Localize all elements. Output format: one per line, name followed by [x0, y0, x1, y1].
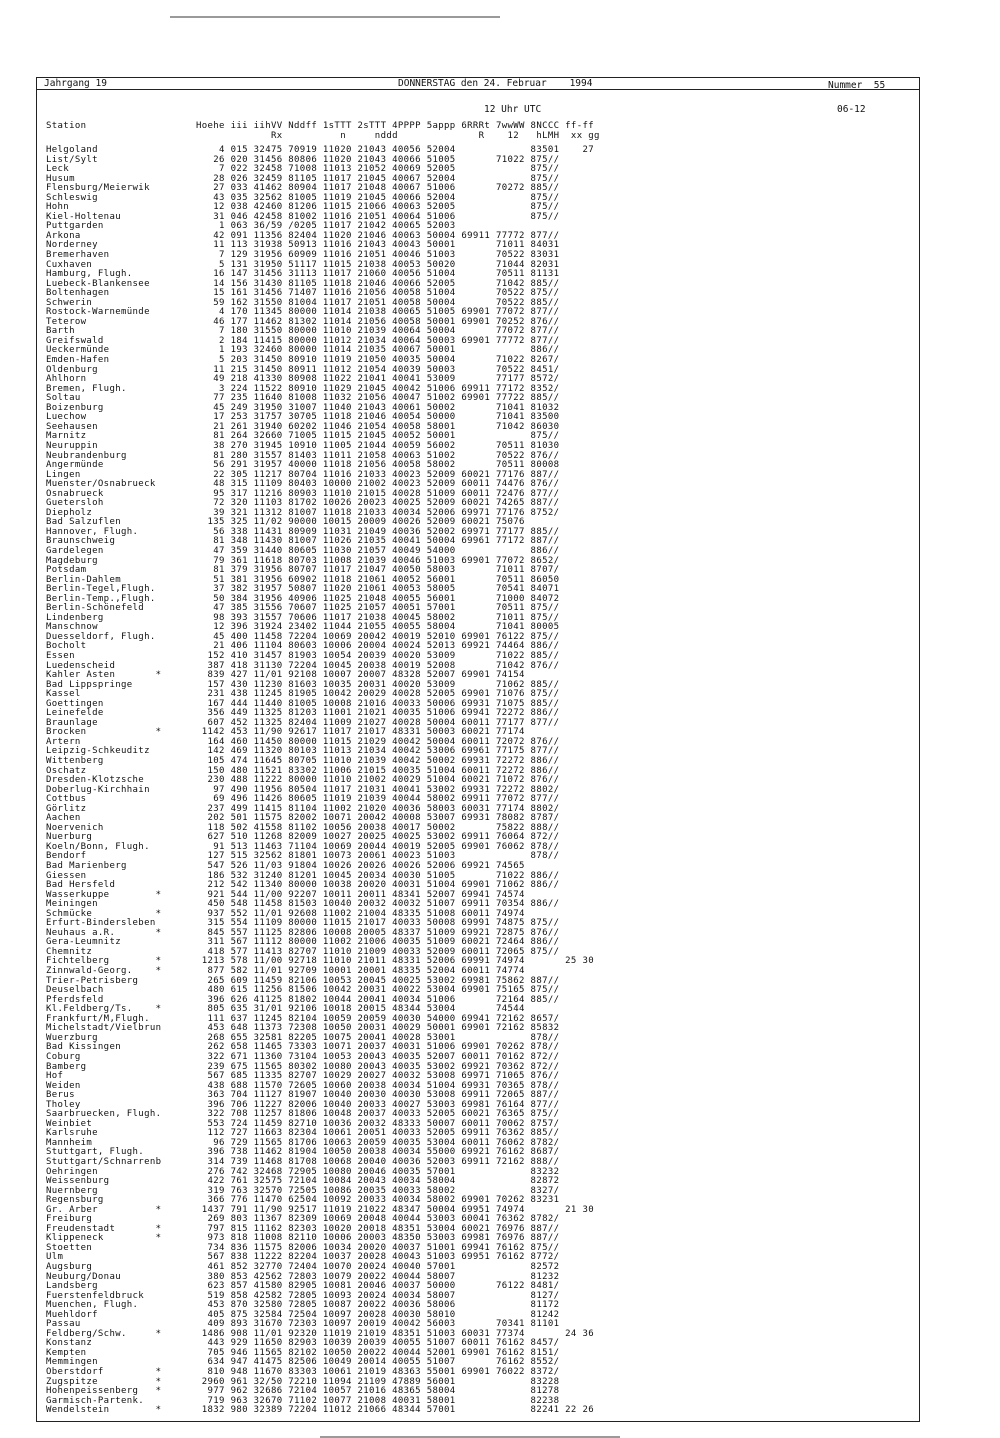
- table-row: Teterow 46 177 11462 81302 11014 21056 40058 50001 69901 70252 876//: [46, 316, 560, 327]
- table-row: Dresden-Klotzsche 230 488 11222 80000 11010 21002 40029 51004 60021 71072 876//: [46, 775, 560, 786]
- table-row: Rostock-Warnemünde 4 170 11345 80000 11014 21038 40065 51005 69901 77072 877//: [46, 307, 560, 318]
- table-row: Landsberg 623 857 41580 82905 10081 20046 40037 50000 76122 8481/: [46, 1281, 560, 1292]
- table-row: Weinbiet 553 724 11459 82710 10036 20032 48333 50007 60011 70062 8757/: [46, 1118, 560, 1129]
- table-row: Ahlhorn 49 218 41330 80908 11022 21041 40041 53009 77177 8572/: [46, 374, 560, 385]
- table-row: Marnitz 81 264 32660 71005 11015 21045 40052 50001 875//: [46, 431, 560, 442]
- table-row: Luechow 17 253 31757 30705 11018 21046 40054 50000 71041 83500: [46, 412, 560, 423]
- table-row: Karlsruhe 112 727 11663 82304 10061 20051 40033 52005 69911 76362 885//: [46, 1128, 560, 1139]
- report-date-title: DONNERSTAG den 24. Februar 1994: [398, 78, 593, 89]
- header-rule: [36, 89, 920, 90]
- table-row: Regensburg 366 776 11470 62504 10092 20033 40034 58002 69901 70262 83231: [46, 1195, 560, 1206]
- table-row: Stuttgart, Flugh. 396 738 11462 81904 10050 20038 40034 55000 69921 76162 8687/: [46, 1147, 560, 1158]
- table-row: Schleswig 43 035 32562 81005 11019 21045 40066 52004 875//: [46, 192, 560, 203]
- table-row: List/Sylt 26 020 31456 80806 11020 21043 40066 51005 71022 875//: [46, 154, 560, 165]
- table-row: Konstanz 443 929 11650 82903 10039 20039 40055 51007 60011 76162 8457/: [46, 1338, 560, 1349]
- table-row: Barth 7 180 31550 80000 11010 21039 40064 50004 77072 877//: [46, 326, 560, 337]
- table-row: Bad Kissingen 262 658 11465 73303 10071 20037 40031 51006 69901 70262 878//: [46, 1042, 560, 1053]
- table-row: Görlitz 237 499 11415 81104 11002 21020 40036 58003 60031 77174 8802/: [46, 803, 560, 814]
- table-row: Kiel-Holtenau 31 046 42458 81002 11016 21051 40064 51006 875//: [46, 211, 560, 222]
- table-row: Angermünde 56 291 31957 40000 11018 21056 40058 58002 70511 80008: [46, 460, 560, 471]
- table-row: Wendelstein * 1832 980 32389 72204 11012 21066 48344 57001 82241 22 26: [46, 1405, 595, 1416]
- table-row: Kl.Feldberg/Ts. * 805 635 31/01 92106 10018 20015 48344 53004 74544: [46, 1004, 525, 1015]
- table-row: Bad Lippspringe 157 430 11230 81603 10035 20031 40020 53009 71062 885//: [46, 679, 560, 690]
- table-row: Garmisch-Partenk. 719 963 32670 71102 10077 21008 40031 58001 82238: [46, 1395, 560, 1406]
- column-header-line-2: Rx n nddd R 12 hLMH xx gg: [46, 131, 600, 142]
- table-row: Luedenscheid 387 418 31130 72204 10045 20038 40019 52008 71042 876//: [46, 660, 560, 671]
- table-row: Oehringen 276 742 32468 72905 10080 20046 40035 57001 83232: [46, 1166, 560, 1177]
- column-header-line-1: Station Hoehe iii iihVV Nddff 1sTTT 2sTTT 4PPPP 5appp 6RRRt 7wwWW 8NCCC ff-ff: [46, 121, 595, 131]
- table-row: Braunlage 607 452 11325 82404 11009 21027 40028 50004 60011 77177 877//: [46, 717, 560, 728]
- column-headers: [46, 121, 600, 142]
- table-row: Neuburg/Donau 380 853 42562 72803 10079 20022 40044 58007 81232: [46, 1271, 560, 1282]
- jahrgang-label: Jahrgang 19: [44, 78, 107, 89]
- table-row: Bad Marienberg 547 526 11/03 91804 10026 20026 40026 52006 69921 74565: [46, 861, 525, 872]
- table-row: Trier-Petrisberg 265 609 11459 82106 10053 20045 40025 53002 69981 75862 887//: [46, 975, 560, 986]
- table-row: Flensburg/Meierwik 27 033 41462 80904 11017 21048 40067 51006 70272 885//: [46, 183, 560, 194]
- table-row: Passau 409 893 31670 72303 10097 20019 40042 56003 70341 81101: [46, 1319, 560, 1330]
- table-row: Zinnwald-Georg. * 877 582 11/01 92709 10001 20001 48335 52004 60011 74774: [46, 966, 525, 977]
- table-row: Goettingen 167 444 11440 81005 10008 21016 40033 50006 69931 71075 885//: [46, 698, 560, 709]
- table-row: Bamberg 239 675 11565 80302 10080 20043 40035 53002 69921 70362 872//: [46, 1061, 560, 1072]
- table-row: Oldenburg 11 215 31450 80911 11012 21054 40039 50003 70522 8451/: [46, 364, 560, 375]
- table-row: Potsdam 81 379 31956 80707 11017 21047 40050 58003 71011 8707/: [46, 565, 560, 576]
- table-row: Cuxhaven 5 131 31950 51117 11015 21038 40053 50020 71044 82031: [46, 259, 560, 270]
- table-row: Aachen 202 501 11575 82002 10071 20042 40008 53007 69931 78082 8787/: [46, 813, 560, 824]
- table-row: Bad Salzuflen 135 325 11/02 90000 10015 20009 40026 52009 60021 75076: [46, 517, 525, 528]
- table-row: Seehausen 21 261 31940 60202 11046 21054 40058 58001 71042 86030: [46, 421, 560, 432]
- table-row: Berus 363 704 11127 81907 10040 20030 40030 53008 69911 72065 887//: [46, 1090, 560, 1101]
- table-row: Brocken * 1142 453 11/90 92617 11017 21017 48331 50003 60021 77174: [46, 727, 525, 738]
- table-row: Norderney 11 113 31938 50913 11016 21043 40043 50001 71011 84031: [46, 240, 560, 251]
- table-row: Soltau 77 235 11640 81008 11032 21056 40047 51002 69901 77722 885//: [46, 393, 560, 404]
- table-row: Meiningen 450 548 11458 81503 10040 20032 40032 51007 69911 70354 886//: [46, 899, 560, 910]
- table-row: Neuhaus a.R. * 845 557 11125 82806 10008 20005 48337 51009 69921 72875 876//: [46, 927, 560, 938]
- table-row: Schwerin 59 162 31550 81004 11017 21051 40058 50004 70522 885//: [46, 297, 560, 308]
- table-row: Fichtelberg * 1213 578 11/00 92718 11010 21011 48331 52006 69991 74974 25 30: [46, 956, 595, 967]
- table-row: Freiburg 269 803 11367 82309 10069 20048 40044 53003 60041 76362 8782/: [46, 1214, 560, 1225]
- table-row: Feldberg/Schw. * 1486 908 11/01 92320 11019 21019 48351 51003 60031 77374 24 36: [46, 1328, 595, 1339]
- table-row: Hannover, Flugh. 56 338 11431 80909 11031 21049 40036 52002 69971 77177 885//: [46, 526, 560, 537]
- table-row: Erfurt-Bindersleben 315 554 11109 80000 11015 21017 40033 50008 69991 74875 875//: [46, 918, 560, 929]
- table-row: Puttgarden 1 063 36/59 /0205 11017 21042 40065 52003: [46, 221, 456, 232]
- table-row: Gera-Leumnitz 311 567 11112 80000 11002 21006 40035 51009 60021 72464 886//: [46, 937, 560, 948]
- table-row: Helgoland 4 015 32475 70919 11020 21043 40056 52004 83501 27: [46, 145, 595, 155]
- table-row: Gr. Arber * 1437 791 11/90 92517 11019 21022 48347 50004 69951 74974 21 30: [46, 1204, 595, 1215]
- table-row: Stuttgart/Schnarrenb 314 739 11468 81708 10068 20040 40036 52003 69911 72162 888//: [46, 1156, 560, 1167]
- table-row: Nuernberg 319 763 32570 72505 10086 20035 40033 58002 8327/: [46, 1185, 560, 1196]
- table-row: Klippeneck * 973 818 11008 82110 10006 20003 48350 53003 69981 76976 887//: [46, 1233, 560, 1244]
- table-row: Braunschweig 81 348 11430 81007 11026 21035 40041 50004 69961 77172 887//: [46, 536, 560, 547]
- table-row: Bad Hersfeld 212 542 11340 80000 10038 20020 40031 51004 69901 71062 886//: [46, 880, 560, 891]
- table-row: Ulm 567 838 11222 82204 10037 20028 40043 51003 69951 76162 8772/: [46, 1252, 560, 1263]
- table-row: Berlin-Dahlem 51 381 31956 60902 11018 21061 40052 56001 70511 86050: [46, 574, 560, 585]
- observation-time: 12 Uhr UTC: [484, 104, 542, 115]
- table-row: Stoetten 734 836 11575 82006 10034 20020 40037 51001 69941 76162 875//: [46, 1242, 560, 1253]
- table-row: Kahler Asten * 839 427 11/01 92108 10007 20007 48328 52007 69901 74154: [46, 670, 525, 681]
- table-row: Wittenberg 105 474 11645 80705 11010 21039 40042 50002 69931 72272 886//: [46, 756, 560, 766]
- table-row: Leinefelde 356 449 11325 81203 11001 21021 40035 51006 69941 72272 886//: [46, 708, 560, 719]
- table-row: Giessen 186 532 31240 81201 10045 20034 40030 51005 71022 886//: [46, 870, 560, 881]
- table-row: Ueckermünde 1 193 32460 80000 11014 21035 40067 50001 886//: [46, 345, 560, 356]
- table-row: Chemnitz 418 577 11413 82707 11010 21009 40033 52009 60011 72065 875//: [46, 946, 560, 957]
- table-row: Noervenich 118 502 41558 81102 10056 20038 40017 50002 75822 888//: [46, 822, 560, 833]
- table-row: Lingen 22 305 11217 80704 11016 21033 40023 52009 60021 77176 887//: [46, 469, 560, 480]
- table-row: Bremerhaven 7 129 31956 60909 11016 21051 40046 51003 70522 83031: [46, 250, 560, 261]
- table-row: Hamburg, Flugh. 16 147 31456 31113 11017 21060 40056 51004 70511 81131: [46, 269, 560, 280]
- table-row: Wuerzburg 268 655 32581 82205 10075 20041 40028 53001 878//: [46, 1032, 560, 1043]
- table-row: Oschatz 150 480 11521 83302 11006 21015 40035 51004 60011 72272 886//: [46, 765, 560, 776]
- table-row: Pferdsfeld 396 626 41125 81802 10044 20041 40034 51006 72164 885//: [46, 994, 560, 1005]
- table-row: Guetersloh 72 320 11103 81702 10026 20023 40025 52009 60021 74265 887//: [46, 498, 560, 509]
- table-row: Berlin-Schönefeld 47 385 31556 70607 11025 21057 40051 57001 70511 875//: [46, 603, 560, 614]
- table-row: Diepholz 39 321 11312 81007 11018 21033 40034 52006 69971 77176 8752/: [46, 507, 560, 518]
- table-row: Hohenpeissenberg * 977 962 32686 72104 10057 21016 48365 58004 81278: [46, 1386, 560, 1397]
- table-row: Frankfurt/M,Flugh. 111 637 11245 82104 10059 20059 40030 54000 69941 72162 8657/: [46, 1013, 560, 1024]
- table-row: Koeln/Bonn, Flugh. 91 513 11463 71104 10069 20044 40019 52005 69901 76062 878//: [46, 841, 560, 852]
- table-row: Hohn 12 038 42460 81206 11015 21066 40063 52005 875//: [46, 202, 560, 213]
- table-row: Neuruppin 38 270 31945 10910 11005 21044 40059 56002 70511 81030: [46, 440, 560, 451]
- table-row: Doberlug-Kirchhain 97 490 11956 80504 11017 21031 40041 53002 69931 72272 8802/: [46, 784, 560, 795]
- table-row: Neubrandenburg 81 280 31557 81403 11011 21058 40063 51002 70522 876//: [46, 450, 560, 461]
- table-row: Boltenhagen 15 161 31456 71407 11016 21056 40058 51004 70522 875//: [46, 288, 560, 299]
- table-row: Coburg 322 671 11360 73104 10053 20043 40035 52007 60011 70162 872//: [46, 1051, 560, 1062]
- table-row: Augsburg 461 852 32770 72404 10070 20024 40040 57001 82572: [46, 1261, 560, 1272]
- table-row: Kassel 231 438 11245 81905 10042 20029 40028 52005 69901 71076 875//: [46, 689, 560, 700]
- table-row: Kempten 705 946 11565 82102 10050 20022 40044 52001 69901 76162 8151/: [46, 1347, 560, 1358]
- table-row: Cottbus 69 496 11426 80605 11019 21039 40044 58002 69911 77072 877//: [46, 794, 560, 805]
- table-row: Oberstdorf * 810 948 11670 83303 10061 21019 48363 55001 69901 76022 8372/: [46, 1367, 560, 1377]
- table-row: Leck 7 022 32458 71008 11013 21052 40069 52005 875//: [46, 164, 560, 175]
- table-row: Osnabrueck 95 317 11216 80903 11010 21015 40028 51009 60011 72476 877//: [46, 488, 560, 499]
- table-row: Bremen, Flugh. 3 224 11522 80910 11029 21045 40042 51006 69911 77172 8352/: [46, 383, 560, 394]
- table-row: Deuselbach 480 615 11256 81506 10042 20031 40022 53004 69901 75165 875//: [46, 985, 560, 996]
- table-row: Arkona 42 091 11356 82404 11020 21046 40063 50004 69911 77772 877//: [46, 230, 560, 241]
- table-row: Mannheim 96 729 11565 81706 10063 20059 40035 53004 60011 76062 8782/: [46, 1137, 560, 1148]
- table-row: Gardelegen 47 359 31440 80605 11030 21057 40049 54000 886//: [46, 545, 560, 556]
- table-row: Leipzig-Schkeuditz 142 469 11320 80103 11013 21034 40042 53006 69961 77175 877//: [46, 746, 560, 757]
- table-row: Magdeburg 79 361 11618 80703 11008 21039 40046 51003 69901 77072 8652/: [46, 555, 560, 566]
- table-row: Bocholt 21 406 11104 80603 10006 20004 40024 52013 69921 74464 886//: [46, 641, 560, 652]
- table-row: Berlin-Temp.,Flugh. 50 384 31956 40906 11025 21048 40055 56001 71000 84072: [46, 593, 560, 604]
- table-row: Zugspitze * 2960 961 32/50 72210 11094 21109 47889 56001 83228: [46, 1376, 560, 1387]
- table-row: Saarbruecken, Flugh. 322 708 11257 81806 10048 20037 40033 52005 60021 76365 875//: [46, 1109, 560, 1120]
- table-row: Lindenberg 98 393 31557 70606 11017 21038 40045 58002 71011 875//: [46, 612, 560, 623]
- table-row: Boizenburg 45 249 31950 31007 11040 21043 40061 50002 71041 81032: [46, 402, 560, 413]
- table-row: Weissenburg 422 761 32575 72104 10084 20043 40034 58004 82872: [46, 1176, 560, 1187]
- table-row: Emden-Hafen 5 203 31450 80910 11019 21050 40035 50004 71022 8267/: [46, 355, 560, 366]
- table-row: Husum 28 026 32459 81105 11017 21045 40067 52004 875//: [46, 173, 560, 184]
- table-row: Manschnow 12 396 31924 23402 11044 21055 40055 58004 71041 80005: [46, 622, 560, 633]
- table-row: Tholey 396 706 11227 82006 10040 20033 40027 53003 69981 76164 877//: [46, 1099, 560, 1110]
- table-row: Wasserkuppe * 921 544 11/00 92207 10011 20011 48341 52007 69941 74574: [46, 889, 525, 900]
- table-row: Hof 567 685 11335 82707 10029 20027 40032 53008 69971 71065 876//: [46, 1071, 560, 1082]
- period-label: 06-12: [837, 104, 866, 115]
- table-row: Schmücke * 937 552 11/01 92608 11002 21004 48335 51008 60011 74974: [46, 908, 525, 919]
- issue-number: Nummer 55: [828, 80, 886, 91]
- table-row: Muenchen, Flugh. 453 870 32580 72805 10087 20022 40036 58006 81172: [46, 1300, 560, 1311]
- station-table: [46, 146, 594, 1416]
- table-row: Greifswald 2 184 11415 80000 11012 21034 40064 50003 69901 77772 877//: [46, 335, 560, 346]
- table-row: Nuerburg 627 510 11268 82009 10027 20025 40025 53002 69911 76064 872//: [46, 832, 560, 843]
- table-row: Fuerstenfeldbruck 519 858 42582 72805 10093 20024 40034 58007 8127/: [46, 1290, 560, 1301]
- table-row: Artern 164 460 11450 80000 11015 21029 40042 50004 60011 72072 876//: [46, 736, 560, 747]
- table-row: Freudenstadt * 797 815 11162 82303 10020 20018 48351 53004 60021 76976 887//: [46, 1223, 560, 1234]
- table-row: Muehldorf 405 875 32584 72504 10097 20028 40030 58010 81242: [46, 1309, 560, 1320]
- scan-artifact-top: [170, 16, 500, 18]
- table-row: Essen 152 410 31457 81903 10054 20039 40020 53009 71022 885//: [46, 650, 560, 661]
- table-row: Bendorf 127 515 32562 81801 10073 20061 40023 51003 878//: [46, 851, 560, 862]
- table-row: Luebeck-Blankensee 14 156 31430 81105 11018 21046 40066 52005 71042 885//: [46, 278, 560, 289]
- table-row: Weiden 438 688 11570 72605 10060 20038 40034 51004 69931 70365 878//: [46, 1080, 560, 1091]
- table-row: Muenster/Osnabrueck 48 315 11109 80403 10000 21002 40023 52009 60011 74476 876//: [46, 479, 560, 490]
- table-row: Michelstadt/Vielbrun 453 648 11373 72308 10050 20031 40029 50001 69901 72162 85832: [46, 1023, 560, 1034]
- table-row: Memmingen 634 947 41475 82506 10049 20014 40055 51007 76162 8552/: [46, 1357, 560, 1368]
- table-row: Berlin-Tegel,Flugh. 37 382 31957 50807 11020 21061 40053 58005 70541 84071: [46, 584, 560, 595]
- table-row: Duesseldorf, Flugh. 45 400 11458 72204 10069 20042 40019 52010 69901 76122 875//: [46, 631, 560, 642]
